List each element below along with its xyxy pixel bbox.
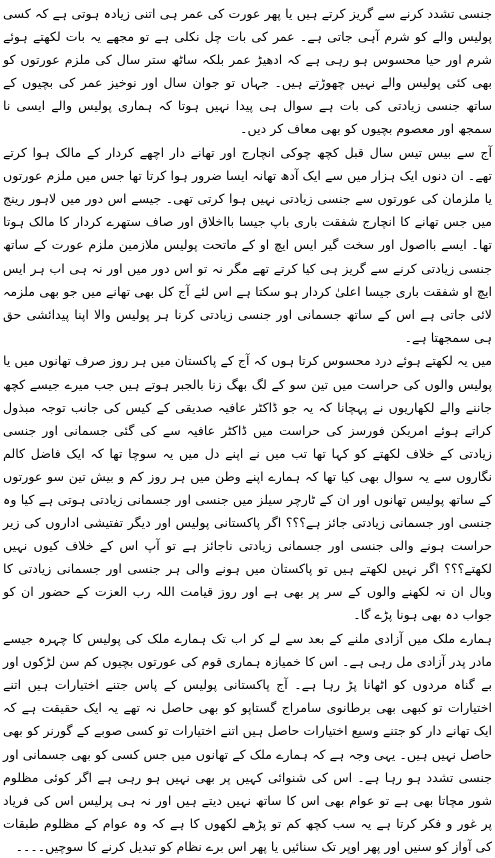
article-paragraph-2: آج سے بیس تیس سال قبل کچھ چوکی انچارج اور تھانے دار اچھے کردار کے مالک ہوا کرتے تھے۔ ان دنوں ایک ہزار میں سے ایک آدھ تھانہ ایسا ضرور ہوا کرتا تھا جس میں ملزم عورتوں یا ملزمان کی عورتوں سے جنسی زیادتی نہیں ہوا کرتی تھی۔ جیسے اس دور میں لاہور رینج میں جس تھانے کا انچارج شفقت باری باپ جیسا بااخلاق اور صاف ستھرے کردار کا مالک ہوتا تھا۔ ایسے بااصول اور سخت گیر ایس ایچ او کے ماتحت پولیس ملازمین ملزم عورت کے ساتھ جنسی زیادتی کرنے سے گریز ہی کیا کرتے تھے مگر نہ تو اس دور میں اور نہ ہی اب ہر ایس ایچ او شفقت باری جیسا اعلیٰ کردار ہو سکتا ہے اس لئے آج کل بھی تھانے میں جو بھی ملزمہ لائی جاتی ہے اس کے ساتھ جسمانی اور جنسی زیادتی کرنا ہر پولیس والا اپنا پیدائشی حق ہی سمجھتا ہے۔ — [3, 145, 492, 345]
article-paragraph-4: ہمارے ملک میں آزادی ملنے کے بعد سے لے کر اب تک ہمارے ملک کی پولیس کا چہرہ جیسے مادر پدر آزادی مل رہی ہے۔ اس کا خمیازہ ہماری قوم کی عورتوں بچیوں کم سن لڑکوں اور بے گناہ مردوں کو اٹھانا پڑ رہا ہے۔ آج پاکستانی پولیس کے پاس جتنے اختیارات ہیں اتنے اختیارات تو کبھی بھی برطانوی سامراج گستاپو کو بھی حاصل نہ تھے یہ ایک حقیقت ہے کہ ایک تھانے دار کو جتنے وسیع اختیارات حاصل ہیں اتنے اختیارات تو کسی صوبے کے گورنر کو بھی حاصل نہیں ہیں۔ یہی وجہ ہے کہ ہمارے ملک کے تھانوں میں جس کسی کو بھی جسمانی اور جنسی تشدد ہو رہا ہے۔ اس کی شنوائی کہیں پر بھی نہیں ہو رہی ہے اگر کوئی مظلوم شور مچاتا بھی ہے تو عوام بھی اس کا ساتھ نہیں دیتے ہیں اور نہ ہی پرلیس اس کی فریاد پر غور و فکر کرتا ہے یہ سب کچھ کم تو پڑھے لکھوں کا ہے کہ وہ عوام کے مظلوم طبقات کی آواز کو سنیں اور پھر اوپر تک سنائیں یا پھر اس برے نظام کو تبدیل کرنے کا سوچیں۔۔۔۔ — [3, 631, 492, 854]
article-paragraph-3: میں یہ لکھتے ہوئے درد محسوس کرتا ہوں کہ آج کے پاکستان میں ہر روز صرف تھانوں میں یا پولیس والوں کی حراست میں تین سو کے لگ بھگ زنا بالجبر ہوتے ہیں جب میرے جیسے کچھ جاننے والے لکھاریوں نے پہچانا کہ یہ جو ڈاکٹر عافیہ صدیقی کے کیس کی جانب توجہ مبذول کراتے ہوئے امریکن فورسز کی حراست میں ڈاکٹر عافیہ سے کی گئی جسمانی اور جنسی زیادتی کے خلاف لکھتے کو کہا تھا تب میں نے اپنے دل میں یہ سوچا تھا کہ ایک فاضل کالم نگاروں سے یہ سوال بھی کیا تھا کہ ہمارے اپنے وطن میں ہر روز کم و بیش تین سو عورتوں کے ساتھ پولیس تھانوں اور ان کے ٹارچر سیلز میں جنسی اور جسمانی زیادتی ہوتی ہے کیا وہ جنسی اور جسمانی زیادتی جائز ہے؟؟؟ اگر پاکستانی پولیس اور دیگر تفتیشی اداروں کی زیر حراست ہونے والی جنسی اور جسمانی زیادتی ناجائز ہے تو آپ اس کے خلاف کیوں نہیں لکھتے؟؟؟ اگر نہیں لکھتے ہیں تو پاکستان میں ہونے والی ہر جنسی اور جسمانی زیادتی کا وبال ان نہ لکھنے والوں کے سر پر بھی ہے اور روز قیامت اللہ رب العزت کے حضور ان کو جواب دہ بھی ہونا پڑے گا۔ — [3, 353, 492, 623]
article-paragraph-1: جنسی تشدد کرنے سے گریز کرتے ہیں یا پھر عورت کی عمر ہی اتنی زیادہ ہوتی ہے کہ کسی پولیس والے کو شرم آہی جاتی ہے۔ عمر کی بات چل نکلی ہے تو مجھے یہ بات لکھتے ہوئے شرم اور حیا محسوس ہو رہی ہے کہ ادھیڑ عمر بلکہ ساٹھ ستر سال کی ملزم عورتوں کو بھی کئی پولیس والے نہیں چھوڑتے ہیں۔ جہاں تو جوان سال اور نوخیز عمر کی بچیوں کے ساتھ جنسی زیادتی کی بات ہے سوال ہی پیدا نہیں ہوتا کہ ہماری پولیس والے ایسی نا سمجھ اور معصوم بچیوں کو بھی معاف کر دیں۔ — [3, 6, 492, 137]
